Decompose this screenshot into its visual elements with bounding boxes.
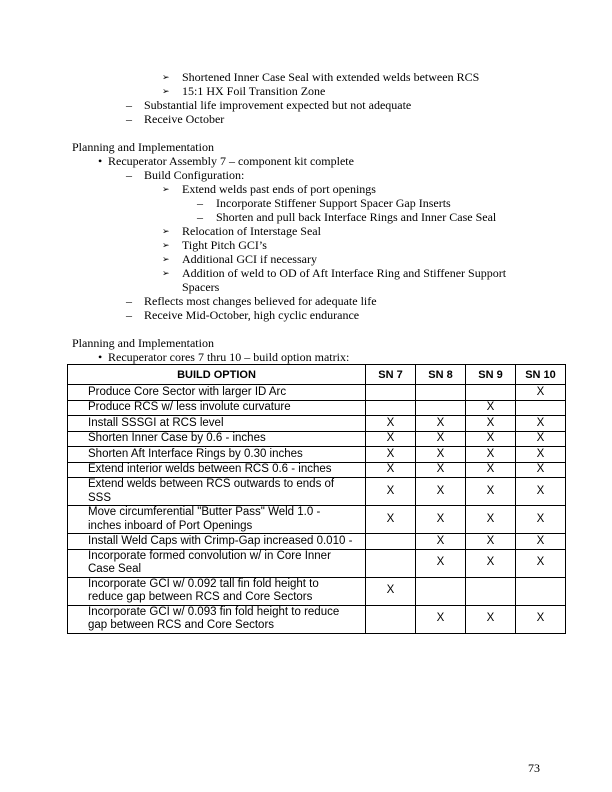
mark-cell: X (416, 462, 466, 478)
build-option-cell (68, 478, 366, 506)
mark-cell: X (416, 431, 466, 447)
list-item-text (182, 84, 548, 98)
build-option-text-line: Extend interior welds between RCS 0.6 - inches (88, 463, 332, 475)
list-item (0, 182, 548, 196)
list-item-text (144, 294, 548, 308)
build-option-cell (68, 549, 366, 577)
build-option-cell (68, 431, 366, 447)
mark-cell (516, 400, 566, 416)
list-item (0, 350, 548, 364)
table-row (68, 549, 566, 577)
list-item (0, 70, 548, 84)
list-item-text-line: Receive October (144, 112, 225, 126)
list-item (0, 308, 548, 322)
list-item-text-line: Shorten and pull back Interface Rings and Inner Case Seal (216, 210, 497, 224)
table-row (68, 462, 566, 478)
table-row (68, 506, 566, 534)
table-row (68, 577, 566, 605)
mark-cell: X (466, 416, 516, 432)
table-header-row (68, 365, 566, 385)
list-item (0, 238, 548, 252)
table-row (68, 416, 566, 432)
table-row (68, 447, 566, 463)
list-item-text-line: Reflects most changes believed for adequate life (144, 294, 377, 308)
list-item-text (216, 196, 548, 210)
section-2-bullet-list (0, 350, 548, 364)
list-item-text-line: Spacers (182, 280, 220, 294)
mark-cell: X (516, 416, 566, 432)
build-option-text-line: Install SSSGI at RCS level (88, 416, 224, 429)
mark-cell: X (366, 462, 416, 478)
arrow-marker-icon: ➢ (162, 185, 170, 195)
mark-cell (366, 385, 416, 401)
mark-cell: X (516, 385, 566, 401)
mark-cell: X (516, 462, 566, 478)
mark-cell: X (466, 534, 516, 550)
list-item (0, 294, 548, 308)
build-option-text-line: Extend welds between RCS outwards to ends of (88, 478, 335, 490)
mark-cell: X (516, 549, 566, 577)
table-row (68, 534, 566, 550)
list-item-text (182, 266, 548, 294)
blank-line (0, 322, 548, 336)
build-option-cell (68, 506, 366, 534)
arrow-marker-icon: ➢ (162, 241, 170, 251)
list-item-text-line: Shortened Inner Case Seal with extended welds between RCS (182, 70, 480, 84)
mark-cell: X (416, 478, 466, 506)
mark-cell: X (516, 447, 566, 463)
list-item-text (144, 168, 548, 182)
sn-column-header: SN 8 (416, 365, 466, 385)
list-item-text-line: Receive Mid-October, high cyclic endurance (144, 308, 360, 322)
mark-cell: X (366, 447, 416, 463)
mark-cell: X (466, 549, 516, 577)
sn-column-header: SN 9 (466, 365, 516, 385)
mark-cell: X (416, 447, 466, 463)
build-option-text-line: Move circumferential "Butter Pass" Weld 1.0 - (88, 506, 321, 518)
mark-cell: X (466, 462, 516, 478)
list-item-text-line: Incorporate Stiffener Support Spacer Gap Inserts (216, 196, 451, 210)
list-item-text-line: Relocation of Interstage Seal (182, 224, 321, 238)
list-item (0, 210, 548, 224)
list-item-text-line: Substantial life improvement expected but not adequate (144, 98, 412, 112)
list-item (0, 84, 548, 98)
list-item-text (182, 252, 548, 266)
build-option-text-line: Produce Core Sector with larger ID Arc (88, 385, 287, 398)
build-option-text-line: Incorporate GCI w/ 0.092 tall fin fold height to (88, 577, 319, 590)
build-option-cell (68, 462, 366, 478)
list-item (0, 98, 548, 112)
list-item (0, 154, 548, 168)
build-option-text-line: Shorten Inner Case by 0.6 - inches (88, 432, 266, 444)
list-item-text (144, 112, 548, 126)
build-option-cell (68, 385, 366, 401)
mark-cell: X (416, 416, 466, 432)
mark-cell (416, 577, 466, 605)
build-option-text-line: Produce RCS w/ less involute curvature (88, 401, 291, 413)
build-option-matrix-table (67, 364, 566, 634)
section-heading-2: Planning and Implementation (72, 336, 214, 350)
mark-cell: X (416, 534, 466, 550)
mark-cell (366, 549, 416, 577)
mark-cell (366, 605, 416, 633)
mark-cell: X (516, 478, 566, 506)
arrow-marker-icon: ➢ (162, 73, 170, 83)
list-item-text (182, 70, 548, 84)
section-1-bullet-list (0, 154, 548, 322)
mark-cell: X (416, 605, 466, 633)
list-item (0, 252, 548, 266)
page-number: 73 (528, 761, 540, 775)
mark-cell: X (366, 431, 416, 447)
table-row (68, 605, 566, 633)
mark-cell (466, 577, 516, 605)
blank-line (0, 126, 548, 140)
mark-cell: X (466, 447, 516, 463)
list-item-text (144, 308, 548, 322)
build-option-text-line: gap between RCS and Core Sectors (88, 619, 275, 631)
build-option-cell (68, 605, 366, 633)
list-item-text (108, 350, 548, 364)
list-item (0, 168, 548, 182)
mark-cell: X (366, 478, 416, 506)
mark-cell: X (466, 478, 516, 506)
list-item-text-line: 15:1 HX Foil Transition Zone (182, 84, 326, 98)
list-item-text-line: Tight Pitch GCI’s (182, 238, 267, 252)
mark-cell: X (366, 416, 416, 432)
list-item-text (182, 182, 548, 196)
list-item (0, 196, 548, 210)
table-row (68, 385, 566, 401)
list-item-text-line: Extend welds past ends of port openings (182, 182, 376, 196)
arrow-marker-icon: ➢ (162, 269, 170, 279)
arrow-marker-icon: ➢ (162, 255, 170, 265)
list-item-text-line: Recuperator Assembly 7 – component kit complete (108, 154, 354, 168)
arrow-marker-icon: ➢ (162, 87, 170, 97)
build-option-text-line: inches inboard of Port Openings (88, 519, 253, 532)
mark-cell: X (466, 605, 516, 633)
mark-cell (366, 400, 416, 416)
mark-cell: X (366, 577, 416, 605)
dash-marker-icon: – (197, 210, 203, 224)
table-row (68, 478, 566, 506)
list-item-text (108, 154, 548, 168)
build-option-text-line: Shorten Aft Interface Rings by 0.30 inches (88, 447, 303, 460)
dash-marker-icon: – (126, 112, 132, 126)
dash-marker-icon: – (126, 308, 132, 322)
list-item-text-line: Additional GCI if necessary (182, 252, 317, 266)
sn-column-header: SN 7 (366, 365, 416, 385)
list-item-text-line: Addition of weld to OD of Aft Interface Ring and Stiffener Support (182, 266, 507, 280)
mark-cell: X (366, 506, 416, 534)
list-item-text (144, 98, 548, 112)
mark-cell (516, 577, 566, 605)
mark-cell: X (516, 605, 566, 633)
arrow-marker-icon: ➢ (162, 227, 170, 237)
mark-cell: X (516, 534, 566, 550)
build-option-cell (68, 447, 366, 463)
table-row (68, 431, 566, 447)
dash-marker-icon: – (197, 196, 203, 210)
build-option-cell (68, 534, 366, 550)
list-item (0, 112, 548, 126)
list-item-text (216, 210, 548, 224)
build-option-text-line: Incorporate GCI w/ 0.093 fin fold height to reduce (88, 605, 340, 618)
dash-marker-icon: – (126, 294, 132, 308)
dash-marker-icon: – (126, 98, 132, 112)
list-item (0, 266, 548, 294)
build-option-text-line: Install Weld Caps with Crimp-Gap increased 0.010 - (88, 534, 353, 547)
mark-cell (416, 385, 466, 401)
build-option-text-line: SSS (88, 491, 112, 504)
list-item-text-line: Build Configuration: (144, 168, 245, 182)
mark-cell: X (416, 506, 466, 534)
mark-cell (466, 385, 516, 401)
mark-cell (366, 534, 416, 550)
build-option-header: BUILD OPTION (68, 365, 366, 385)
mark-cell: X (416, 549, 466, 577)
list-item-text (182, 238, 548, 252)
build-option-text-line: Case Seal (88, 563, 142, 575)
table-row (68, 400, 566, 416)
build-option-text-line: Incorporate formed convolution w/ in Core Inner (88, 549, 331, 562)
build-option-cell (68, 400, 366, 416)
page-content (0, 70, 556, 634)
bullet-marker-icon: • (98, 154, 103, 168)
bullet-marker-icon: • (98, 350, 103, 364)
mark-cell: X (466, 431, 516, 447)
list-item (0, 224, 548, 238)
mark-cell: X (466, 506, 516, 534)
mark-cell: X (516, 506, 566, 534)
build-option-text-line: reduce gap between RCS and Core Sectors (88, 591, 313, 603)
build-option-cell (68, 577, 366, 605)
build-option-cell (68, 416, 366, 432)
section-heading-1: Planning and Implementation (72, 140, 214, 154)
mark-cell (416, 400, 466, 416)
list-item-text (182, 224, 548, 238)
sn-column-header: SN 10 (516, 365, 566, 385)
list-item-text-line: Recuperator cores 7 thru 10 – build option matrix: (108, 350, 350, 364)
mark-cell: X (466, 400, 516, 416)
mark-cell: X (516, 431, 566, 447)
intro-bullet-list (0, 70, 548, 126)
dash-marker-icon: – (126, 168, 132, 182)
